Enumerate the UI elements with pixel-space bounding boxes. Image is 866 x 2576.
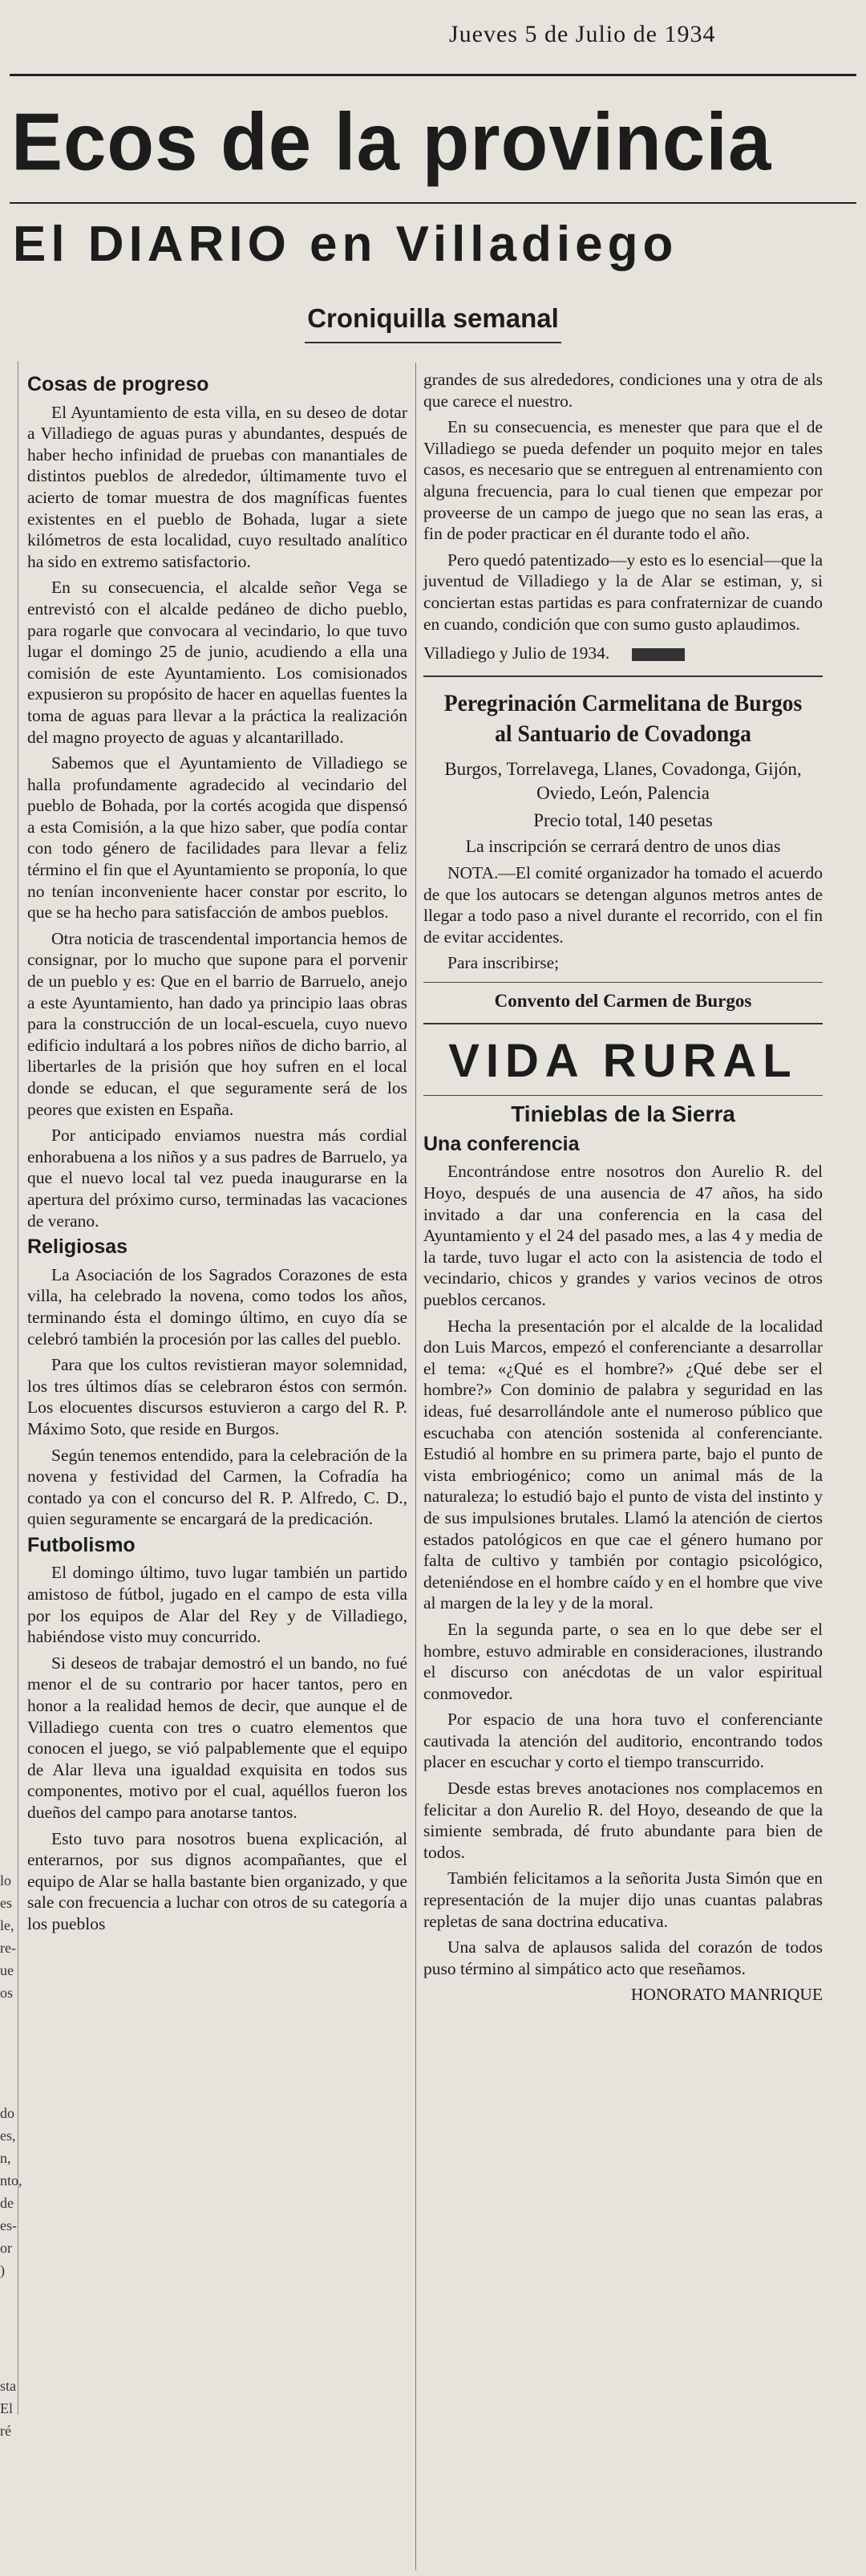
margin-fragment (0, 1869, 16, 2030)
left-column (27, 369, 407, 2567)
article-paragraph: La Asociación de los Sagrados Corazones de esta villa, ha celebrado la novena, como todos los años, terminando ésta el domingo último, en cuyo día se celebró también la procesión por las calles del pueblo. (27, 1264, 407, 1349)
article-paragraph: El domingo último, tuvo lugar también un partido amistoso de fútbol, jugado en el campo de esta villa por los equipos de Alar del Rey y de Villadiego, habiéndose visto muy concurrido. (27, 1563, 407, 1647)
page-subtitle: El DIARIO en Villadiego (13, 217, 678, 272)
vida-rural-title: VIDA RURAL (448, 1035, 798, 1088)
section-heading-conferencia: Una conferencia (423, 1132, 580, 1155)
pilgrimage-signup: Para inscribirse; (447, 953, 560, 973)
section-heading-futbolismo: Futbolismo (27, 1533, 136, 1556)
section-underline (305, 342, 561, 343)
pilgrimage-registration: La inscripción se cerrará dentro de unos dias (465, 836, 781, 857)
dateline-text: Villadiego y Julio de 1934. (423, 643, 610, 663)
pilgrimage-note: NOTA.—El comité organizador ha tomado el acuerdo de que los autocars se detengan algunos metros antes de llegar a todo paso a nivel durante el recorrido, con el fin de evitar accidentes. (423, 862, 823, 947)
margin-fragment (0, 2102, 22, 2294)
issue-date: Jueves 5 de Julio de 1934 (449, 21, 716, 47)
article-paragraph: Si deseos de trabajar demostró el un bando, no fué menor el de su contrario por hacer tantos, pero en honor a la realidad hemos de decir, que aunque el de Villadiego cuenta con tres o cuatro elementos que conocen el juego, se vió palpablemente que el equipo de Alar lleva una igualdad exquisita en todos sus componentes, motivo por el cual, aquéllos fueron los dueños del campo para anotarse tantos. (27, 1653, 407, 1822)
author-signature: HONORATO MANRIQUE (630, 1985, 823, 2005)
article-paragraph: Sabemos que el Ayuntamiento de Villadiego se halla profundamente agradecido al vecindario del pueblo de Bohada, por la cortés acogida que dispensó a esta Comisión, a la que hizo saber, que podía contar con todo género de facilidades para llevar a feliz término el fin que el Ayuntamiento se proponía, lo que no tenían inconveniente hacer constar por escrito, lo que se ha hecho para satisfacción de ambos pueblos. (27, 753, 407, 923)
article-paragraph: Para que los cultos revistieran mayor solemnidad, los tres últimos días se celebraron éstos con sermón. Los elocuentes discursos estuvieron a cargo del R. P. Máximo Soto, que reside en Burgos. (27, 1355, 407, 1438)
section-heading-progreso: Cosas de progreso (27, 373, 209, 396)
article-separator (423, 675, 823, 677)
vida-rural-subtitle: Tinieblas de la Sierra (511, 1101, 735, 1127)
article-paragraph: En la segunda parte, o sea en lo que debe ser el hombre, estuvo admirable en consideraciones, ilustrando el discurso con anécdotas de un valor espiritual conmovedor. (423, 1619, 823, 1703)
article-paragraph: Desde estas breves anotaciones nos complacemos en felicitar a don Aurelio R. del Hoyo, deseando de que la simiente sembrada, dé fruto abundante para bien de todos. (423, 1779, 823, 1862)
article-separator (423, 1023, 823, 1024)
pilgrimage-price: Precio total, 140 pesetas (533, 809, 713, 830)
margin-fragment-text: lo es le, re- ue os (0, 1872, 16, 2001)
pilgrimage-title: Peregrinación Carmelitana de Burgos al Santuario de Covadonga (443, 689, 803, 747)
article-paragraph: Una salva de aplausos salida del corazón de todos puso término al simpático acto que reseñamos. (423, 1937, 823, 1978)
pilgrimage-route: Burgos, Torrelavega, Llanes, Covadonga, Gijón, Oviedo, León, Palencia (444, 758, 802, 803)
dateline (423, 643, 823, 664)
article-paragraph: Encontrándose entre nosotros don Aurelio R. del Hoyo, después de una ausencia de 47 años, ha sido invitado a dar una conferencia en la casa del Ayuntamiento y el 24 del pasado mes, a las 4 y media de la tarde, tuvo lugar el acto con la asistencia de todo el vecindario, chicos y grandes y varios vecinos de otros pueblos cercanos. (423, 1162, 823, 1310)
article-paragraph: grandes de sus alrededores, condiciones una y otra de als que carece el nuestro. (423, 370, 823, 411)
margin-fragment-text: do es, n, nto, de es- or ) (0, 2105, 22, 2278)
article-paragraph: Por anticipado enviamos nuestra más cordial enhorabuena a los niños y a sus padres de Barruelo, ya que el nuevo local tal vez pueda inaugurarse en la apertura del próximo curso, terminadas las vacaciones de verano. (27, 1126, 407, 1231)
article-paragraph: El Ayuntamiento de esta villa, en su deseo de dotar a Villadiego de aguas puras y abundantes, después de haber hecho infinidad de pruebas con manantiales de distintos pueblos de alrededor, últimamente tuvo el acierto de tomar muestra de dos magníficas fuentes existentes en el pueblo de Bohada, lugar a siete kilómetros de esta localidad, cuyo resultado analítico ha sido en extremo satisfactorio. (27, 402, 407, 571)
ornament-mark (632, 648, 685, 661)
article-paragraph: En su consecuencia, es menester que para que el de Villadiego se pueda defender un poquito mejor en tales casos, es necesario que se entreguen al entrenamiento con alguna frecuencia, para lo cual tienen que empezar por proveerse de un campo de juego que no sean las eras, a fin de poder practicar en él durante todo el año. (423, 417, 823, 544)
article-paragraph: También felicitamos a la señorita Justa Simón que en representación de la mujer dijo unas cuantas palabras repletas de sana doctrina educativa. (423, 1868, 823, 1931)
article-paragraph: Otra noticia de trascendental importancia hemos de consignar, por lo mucho que supone para el porvenir de un pueblo y es: Que en el barrio de Barruelo, anejo a este Ayuntamiento, han dado ya principio laas obras para la construcción de un local-escuela, cuyo nuevo edificio indultará a los pobres niños de dicho barrio, al libertarles de la prisión que hoy sufren en el local donde se educan, el que seguramente será de los peores que existen en España. (27, 928, 407, 1119)
article-paragraph: En su consecuencia, el alcalde señor Vega se entrevistó con el alcalde pedáneo de dicho pueblo, para rogarle que convocara al vecindario, lo que tuvo lugar el domingo 25 de junio, acudiendo a ella una comisión de este Ayuntamiento. Los comisionados expusieron su propósito de hacer en aquellas fuentes la toma de aguas para llevar a la práctica la realización del magno proyecto de aguas y alcantarillado. (27, 578, 407, 747)
page-title: Ecos de la provincia (11, 97, 772, 188)
article-separator (423, 982, 823, 983)
margin-fragment-text: sta El ré (0, 2378, 16, 2439)
right-column (423, 369, 823, 2567)
article-separator (423, 1095, 823, 1096)
article-paragraph: Hecha la presentación por el alcalde de la localidad don Luis Marcos, empezó el conferenciante a desarrollar el tema: «¿Qué es el hombre?» ¿Qué debe ser el hombre?» Con dominio de palabra y seguridad en las ideas, fué desarrollándole ante el numeroso público que escuchaba con atención sostenida al conferenciante. Estudió al hombre en su primera parte, bajo el punto de vista embriogénico; como un animal más de la naturaleza; lo estudió bajo el punto de vista del instinto y de sus impulsiones brutales. Llamó la atención de ciertos estados patológicos en que cae el género humano por falta de cultivo y también por contagio psicológico, deteniéndose en el hombre caído y en el hombre que vive al margen de la ley y de la moral. (423, 1316, 823, 1613)
article-paragraph: Esto tuvo para nosotros buena explicación, al enterarnos, por sus dignos acompañantes, que el equipo de Alar se halla bastante bien organizado, y que sale con frecuencia a luchar con otros de su categoría a los pueblos (27, 1828, 407, 1933)
title-rule (10, 202, 856, 204)
article-paragraph: Según tenemos entendido, para la celebración de la novena y festividad del Carmen, la Cofradía ha contado ya con el concurso del R. P. Alfredo, C. D., quien seguramente se encargará de la predicación. (27, 1445, 407, 1529)
section-heading-religiosas: Religiosas (27, 1235, 128, 1259)
header-rule (10, 74, 856, 76)
article-paragraph: Por espacio de una hora tuvo el conferenciante cautivada la atención del auditorio, encontrando todos placer en escuchar y corto el tiempo transcurrido. (423, 1710, 823, 1772)
column-divider (415, 363, 416, 2570)
margin-fragment (0, 2375, 16, 2455)
section-title: Croniquilla semanal (307, 303, 559, 333)
pilgrimage-convent: Convento del Carmen de Burgos (494, 990, 752, 1011)
article-paragraph: Pero quedó patentizado—y esto es lo esencial—que la juventud de Villadiego y la de Alar se estiman, y, si conciertan estas partidas es para confraternizar de cuando en cuando, condición que con sumo gusto aplaudimos. (423, 550, 823, 634)
